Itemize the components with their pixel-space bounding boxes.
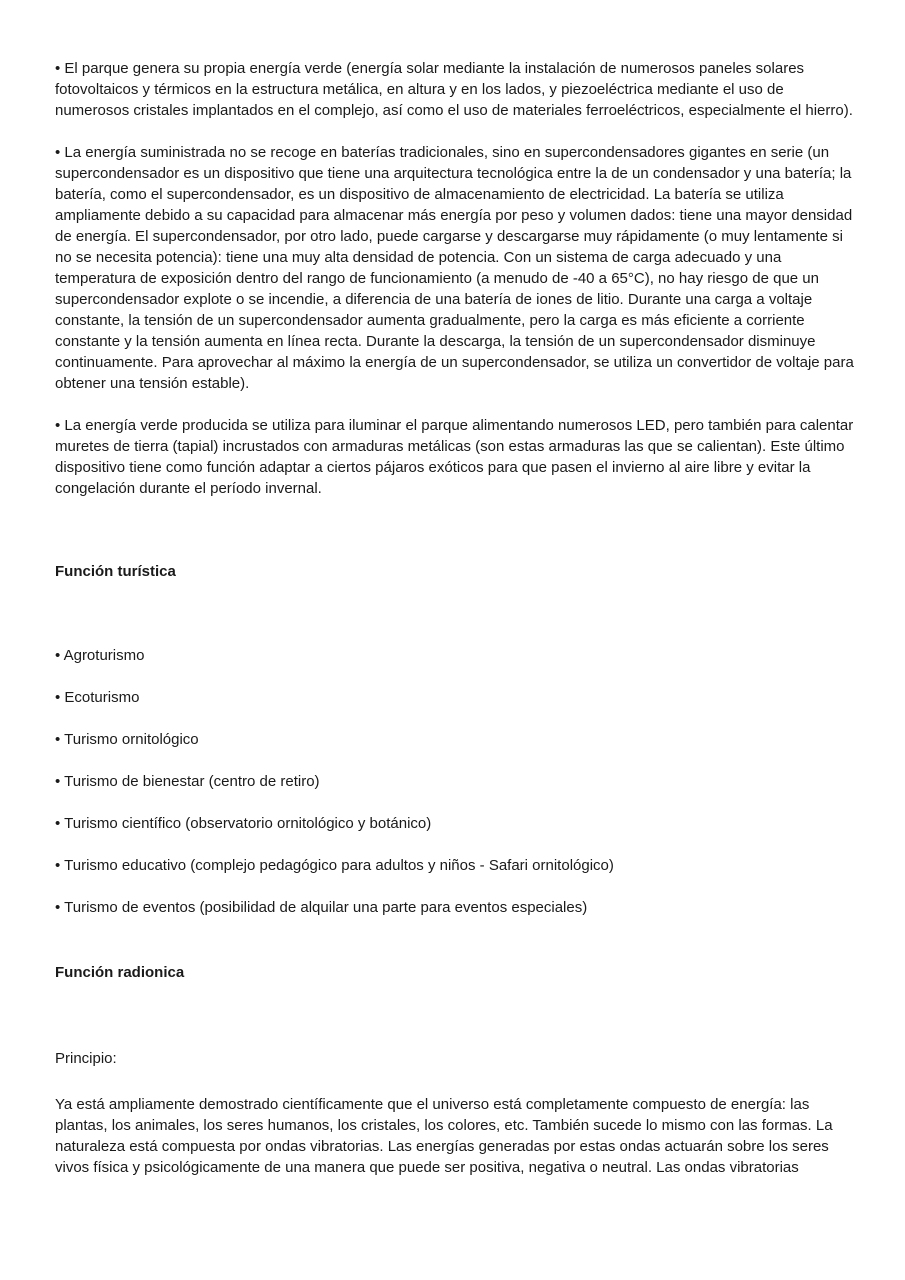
subheading-principle: Principio: [55, 1050, 117, 1067]
list-item-turismo-educativo: • Turismo educativo (complejo pedagógico para adultos y niños - Safari ornitológico) [55, 857, 614, 874]
list-item-turismo-ornitologico: • Turismo ornitológico [55, 731, 199, 748]
list-item-ecoturismo: • Ecoturismo [55, 689, 140, 706]
paragraph-supercapacitors: • La energía suministrada no se recoge en baterías tradicionales, sino en supercondensadores gigantes en serie (un supercondensador es un dispositivo que tiene una arquitectura tecnológica entre la de un condensador y una batería; la batería, como el supercondensador, es un dispositivo de almacenamiento de electricidad. La batería se utiliza ampliamente debido a su capacidad para almacenar más energía por peso y volumen dados: tiene una mayor densidad de energía. El supercondensador, por otro lado, puede cargarse y descargarse muy rápidamente (o muy lentamente si no se necesita potencia): tiene una muy alta densidad de potencia. Con un sistema de carga adecuado y una temperatura de exposición dentro del rango de funcionamiento (a menudo de -40 a 65°C), no hay riesgo de que un supercondensador explote o se incendie, a diferencia de una batería de iones de litio. Durante una carga a voltaje constante, la tensión de un supercondensador aumenta gradualmente, pero la carga es más eficiente a corriente constante y la tensión aumenta en línea recta. Durante la descarga, la tensión de un supercondensador disminuye continuamente. Para aprovechar al máximo la energía de un supercondensador, se utiliza un convertidor de voltaje para obtener una tensión estable). [55, 144, 854, 392]
paragraph-energy-generation: • El parque genera su propia energía verde (energía solar mediante la instalación de numerosos paneles solares fotovoltaicos y térmicos en la estructura metálica, en altura y en los lados, y piezoeléctrica mediante el uso de numerosos cristales implantados en el complejo, así como el uso de materiales ferroeléctricos, especialmente el hierro). [55, 60, 853, 119]
list-item-turismo-bienestar: • Turismo de bienestar (centro de retiro) [55, 773, 320, 790]
heading-tourist-function: Función turística [55, 563, 176, 580]
paragraph-principle: Ya está ampliamente demostrado científicamente que el universo está completamente compuesto de energía: las plantas, los animales, los seres humanos, los cristales, los colores, etc. También sucede lo mismo con las formas. La naturaleza está compuesta por ondas vibratorias. Las energías generadas por estas ondas actuarán sobre los seres vivos física y psicológicamente de una manera que puede ser positiva, negativa o neutral. Las ondas vibratorias [55, 1096, 833, 1176]
list-item-agroturismo: • Agroturismo [55, 647, 145, 664]
tourism-list [55, 645, 855, 918]
paragraph-green-energy-usage: • La energía verde producida se utiliza para iluminar el parque alimentando numerosos LED, pero también para calentar muretes de tierra (tapial) incrustados con armaduras metálicas (son estas armaduras las que se calientan). Este último dispositivo tiene como función adaptar a ciertos pájaros exóticos para que pasen el invierno al aire libre y evitar la congelación durante el período invernal. [55, 417, 854, 497]
heading-radionic-function: Función radionica [55, 964, 185, 981]
list-item-turismo-cientifico: • Turismo científico (observatorio ornitológico y botánico) [55, 815, 432, 832]
list-item-turismo-eventos: • Turismo de eventos (posibilidad de alquilar una parte para eventos especiales) [55, 899, 588, 916]
